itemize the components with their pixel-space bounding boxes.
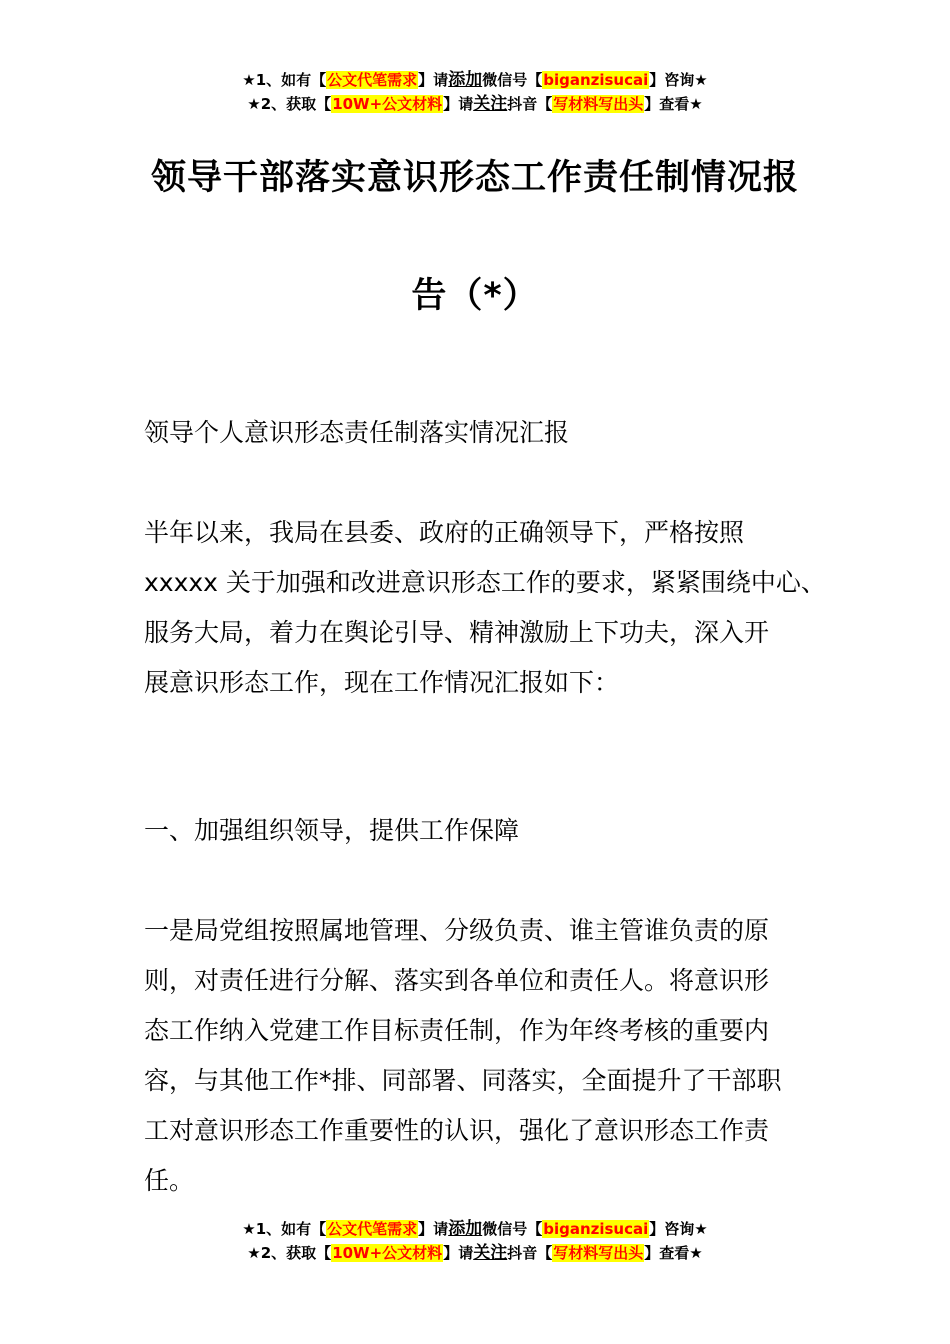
star-icon: ★ <box>247 1244 261 1262</box>
star-icon: ★ <box>242 1220 256 1238</box>
promo-underline: 关注 <box>473 1243 508 1263</box>
star-icon: ★ <box>694 1220 708 1238</box>
promo-text: 】咨询 <box>649 1220 695 1238</box>
section-heading: 一、加强组织领导，提供工作保障 <box>144 816 520 845</box>
promo-text: 】咨询 <box>649 71 695 89</box>
paragraph-intro <box>144 508 834 708</box>
document-title-line-1: 领导干部落实意识形态工作责任制情况报 <box>150 158 799 198</box>
promo-text: 抖音【 <box>507 95 553 113</box>
promo-wechat-id: biganzisucai <box>543 71 649 89</box>
star-icon: ★ <box>242 71 256 89</box>
promo-highlight: 公文代笔需求 <box>327 1220 418 1238</box>
promo-underline: 关注 <box>473 94 508 114</box>
promo-text: 】请 <box>443 1244 474 1262</box>
promo-text: 抖音【 <box>507 1244 553 1262</box>
promo-douyin-id: 写材料写出头 <box>553 1244 644 1262</box>
document-subtitle: 领导个人意识形态责任制落实情况汇报 <box>144 418 570 447</box>
paragraph-line: 容，与其他工作*排、同部署、同落实，全面提升了干部职 <box>144 1066 782 1095</box>
promo-highlight: 10W+公文材料 <box>332 1244 443 1262</box>
paragraph-line: xxxxx 关于加强和改进意识形态工作的要求，紧紧围绕中心、 <box>144 568 826 597</box>
promo-douyin-id: 写材料写出头 <box>553 95 644 113</box>
promo-line-2 <box>0 1241 950 1265</box>
promo-line-1 <box>0 68 950 92</box>
promo-line-2 <box>0 92 950 116</box>
paragraph-line: 任。 <box>144 1166 195 1195</box>
paragraph-line: 半年以来，我局在县委、政府的正确领导下，严格按照 <box>144 518 745 547</box>
paragraph-line: 服务大局，着力在舆论引导、精神激励上下功夫，深入开 <box>144 618 770 647</box>
star-icon: ★ <box>689 1244 703 1262</box>
star-icon: ★ <box>694 71 708 89</box>
promo-text: 】请 <box>418 71 449 89</box>
document-title-line-2: 告（*） <box>411 276 539 316</box>
promo-text: 2、获取【 <box>260 1244 332 1262</box>
promo-text: 】请 <box>418 1220 449 1238</box>
promo-text: 】查看 <box>644 1244 690 1262</box>
paragraph-line: 则，对责任进行分解、落实到各单位和责任人。将意识形 <box>144 966 770 995</box>
promo-wechat-id: biganzisucai <box>543 1220 649 1238</box>
promo-underline: 添加 <box>448 70 483 90</box>
promo-text: 】请 <box>443 95 474 113</box>
promo-text: 微信号【 <box>482 71 543 89</box>
promo-banner-bottom <box>0 1217 950 1265</box>
promo-highlight: 公文代笔需求 <box>327 71 418 89</box>
promo-line-1 <box>0 1217 950 1241</box>
star-icon: ★ <box>689 95 703 113</box>
promo-text: 1、如有【 <box>255 71 327 89</box>
promo-text: 2、获取【 <box>260 95 332 113</box>
promo-text: 】查看 <box>644 95 690 113</box>
paragraph-line: 一是局党组按照属地管理、分级负责、谁主管谁负责的原 <box>144 916 770 945</box>
promo-banner-top <box>0 68 950 116</box>
promo-text: 1、如有【 <box>255 1220 327 1238</box>
paragraph-line: 态工作纳入党建工作目标责任制，作为年终考核的重要内 <box>144 1016 770 1045</box>
paragraph-line: 展意识形态工作，现在工作情况汇报如下： <box>144 668 620 697</box>
promo-underline: 添加 <box>448 1219 483 1239</box>
paragraph-section-1 <box>144 906 834 1206</box>
promo-text: 微信号【 <box>482 1220 543 1238</box>
paragraph-line: 工对意识形态工作重要性的认识，强化了意识形态工作责 <box>144 1116 770 1145</box>
promo-highlight: 10W+公文材料 <box>332 95 443 113</box>
star-icon: ★ <box>247 95 261 113</box>
